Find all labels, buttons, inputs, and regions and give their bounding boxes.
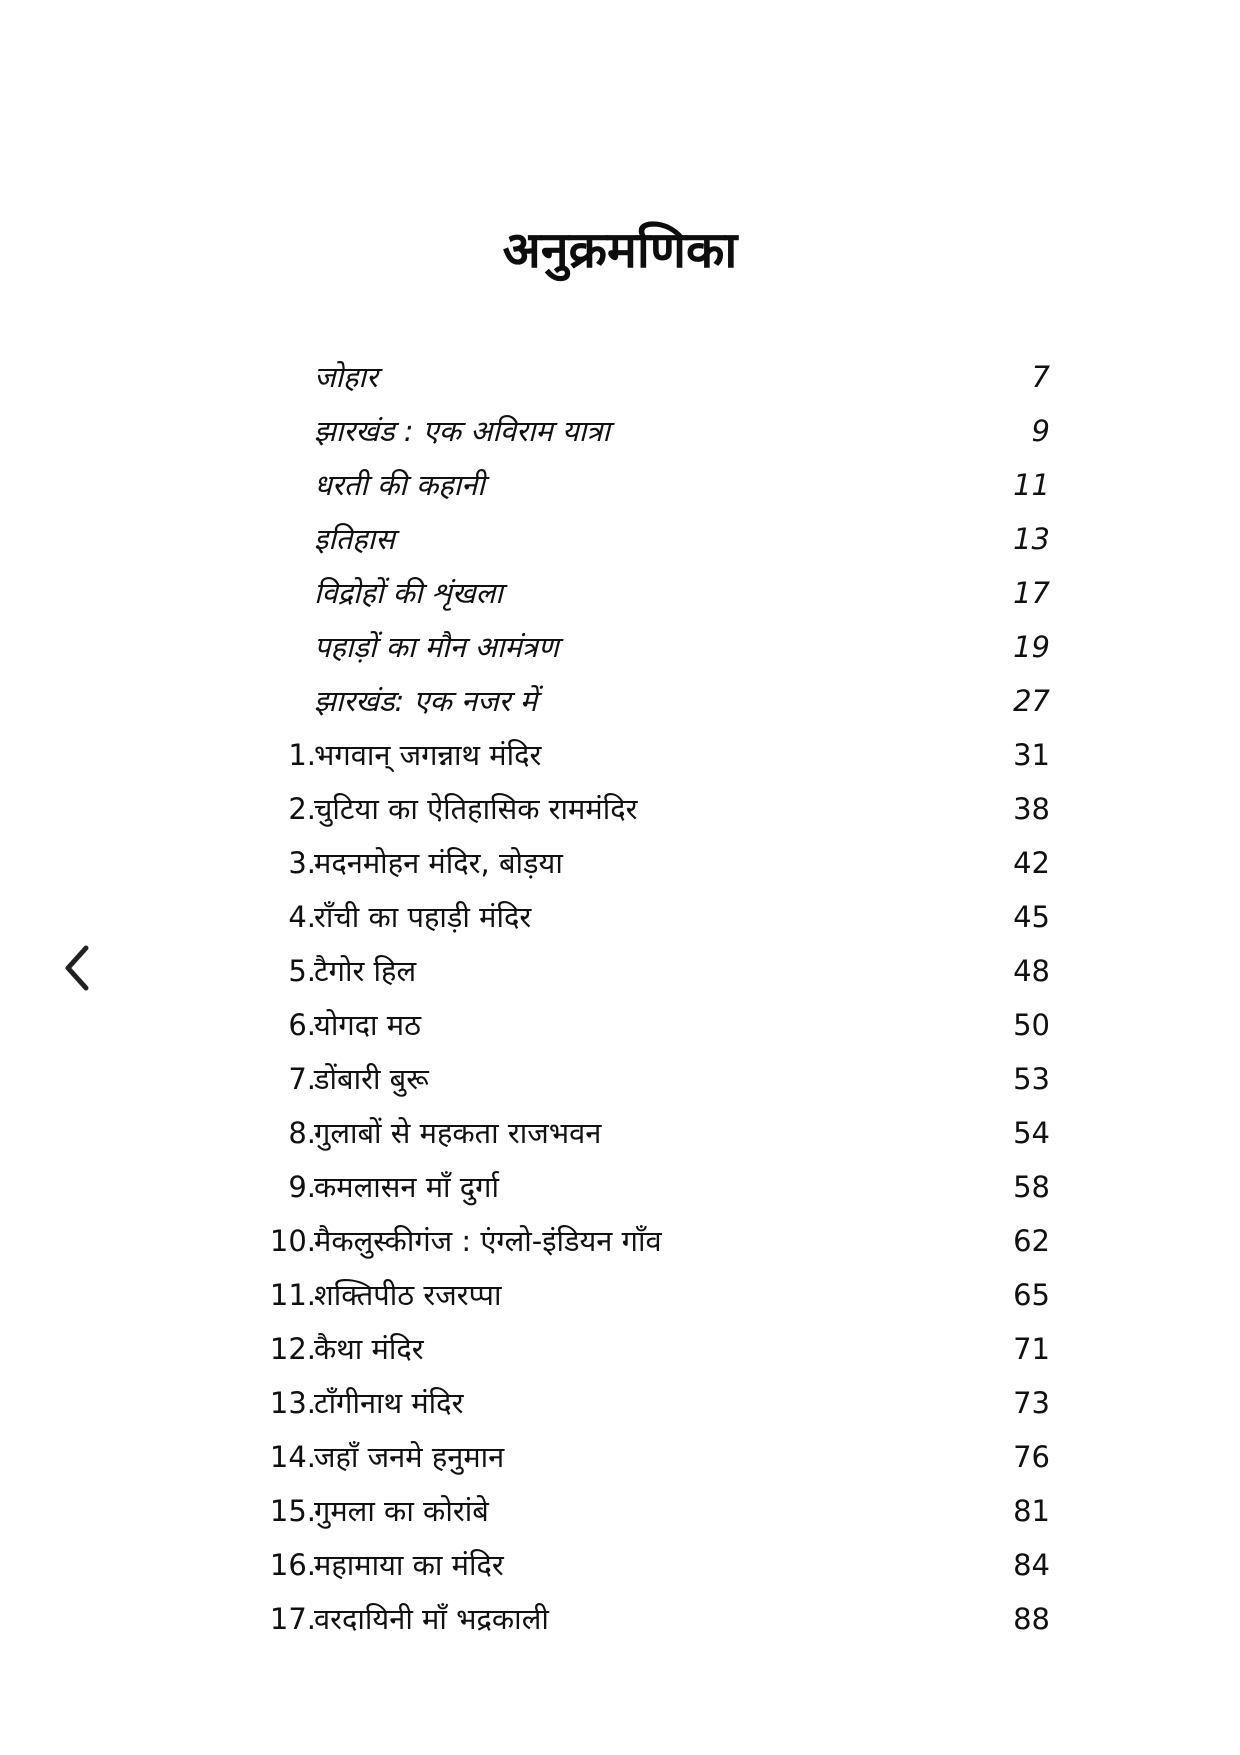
entry-number: 5. — [288, 954, 316, 988]
entry-number: 3. — [288, 846, 316, 880]
entry-number: 1. — [288, 738, 316, 772]
entry-number: 6. — [288, 1008, 316, 1042]
toc-entry[interactable] — [200, 404, 1060, 458]
entry-title: जोहार — [314, 360, 378, 394]
entry-number: 17. — [269, 1602, 316, 1636]
entry-page-number: 9 — [1031, 414, 1050, 448]
entry-number: 12. — [269, 1332, 316, 1366]
entry-page-number: 50 — [1013, 1008, 1050, 1042]
toc-entry[interactable] — [200, 1160, 1060, 1214]
entry-number: 4. — [288, 900, 316, 934]
entry-title: विद्रोहों की शृंखला — [314, 576, 503, 610]
entry-page-number: 65 — [1013, 1278, 1050, 1312]
entry-number: 16. — [269, 1548, 316, 1582]
toc-entry[interactable] — [200, 1322, 1060, 1376]
entry-title: मैकलुस्कीगंज : एंग्लो-इंडियन गाँव — [314, 1224, 662, 1258]
toc-entry[interactable] — [200, 350, 1060, 404]
toc-entry[interactable] — [200, 836, 1060, 890]
entry-page-number: 27 — [1013, 684, 1050, 718]
entry-page-number: 13 — [1013, 522, 1050, 556]
entry-title: कमलासन माँ दुर्गा — [314, 1170, 500, 1204]
entry-page-number: 73 — [1013, 1386, 1050, 1420]
entry-page-number: 19 — [1013, 630, 1050, 664]
toc-entry[interactable] — [200, 566, 1060, 620]
entry-page-number: 42 — [1013, 846, 1050, 880]
toc-entry[interactable] — [200, 1430, 1060, 1484]
entry-page-number: 48 — [1013, 954, 1050, 988]
entry-title: गुमला का कोरांबे — [314, 1494, 489, 1528]
entry-title: झारखंड : एक अविराम यात्रा — [314, 414, 610, 448]
entry-number: 10. — [269, 1224, 316, 1258]
toc-entry[interactable] — [200, 944, 1060, 998]
toc-entry[interactable] — [200, 1484, 1060, 1538]
toc-entry[interactable] — [200, 782, 1060, 836]
entry-title: कैथा मंदिर — [314, 1332, 424, 1366]
entry-number: 8. — [288, 1116, 316, 1150]
entry-title: महामाया का मंदिर — [314, 1548, 504, 1582]
table-of-contents — [200, 350, 1060, 1646]
entry-number: 7. — [288, 1062, 316, 1096]
entry-page-number: 84 — [1013, 1548, 1050, 1582]
entry-page-number: 71 — [1013, 1332, 1050, 1366]
entry-page-number: 7 — [1031, 360, 1050, 394]
entry-page-number: 31 — [1013, 738, 1050, 772]
entry-title: भगवान् जगन्नाथ मंदिर — [314, 738, 542, 772]
entry-title: राँची का पहाड़ी मंदिर — [314, 900, 532, 934]
toc-entry[interactable] — [200, 1214, 1060, 1268]
entry-page-number: 45 — [1013, 900, 1050, 934]
toc-entry[interactable] — [200, 620, 1060, 674]
entry-page-number: 62 — [1013, 1224, 1050, 1258]
entry-title: धरती की कहानी — [314, 468, 485, 502]
entry-title: गुलाबों से महकता राजभवन — [314, 1116, 602, 1150]
entry-page-number: 76 — [1013, 1440, 1050, 1474]
entry-title: चुटिया का ऐतिहासिक राममंदिर — [314, 792, 638, 826]
entry-page-number: 11 — [1013, 468, 1050, 502]
entry-page-number: 53 — [1013, 1062, 1050, 1096]
entry-number: 2. — [288, 792, 316, 826]
entry-title: वरदायिनी माँ भद्रकाली — [314, 1602, 549, 1636]
toc-entry[interactable] — [200, 1592, 1060, 1646]
entry-title: मदनमोहन मंदिर, बोड़या — [314, 846, 563, 880]
toc-entry[interactable] — [200, 1268, 1060, 1322]
toc-entry[interactable] — [200, 1052, 1060, 1106]
toc-entry[interactable] — [200, 512, 1060, 566]
page-title: अनुक्रमणिका — [502, 221, 738, 279]
entry-title: जहाँ जनमे हनुमान — [314, 1440, 505, 1474]
entry-page-number: 54 — [1013, 1116, 1050, 1150]
entry-title: टैगोर हिल — [314, 954, 417, 988]
toc-entry[interactable] — [200, 674, 1060, 728]
toc-entry[interactable] — [200, 1538, 1060, 1592]
entry-title: झारखंड: एक नजर में — [314, 684, 538, 718]
toc-entry[interactable] — [200, 998, 1060, 1052]
entry-page-number: 38 — [1013, 792, 1050, 826]
entry-title: पहाड़ों का मौन आमंत्रण — [314, 630, 559, 664]
entry-page-number: 88 — [1013, 1602, 1050, 1636]
toc-entry[interactable] — [200, 728, 1060, 782]
toc-entry[interactable] — [200, 1376, 1060, 1430]
entry-title: इतिहास — [314, 522, 395, 556]
entry-title: शक्तिपीठ रजरप्पा — [314, 1278, 502, 1312]
entry-title: टाँगीनाथ मंदिर — [314, 1386, 464, 1420]
toc-entry[interactable] — [200, 458, 1060, 512]
entry-number: 9. — [288, 1170, 316, 1204]
entry-number: 14. — [269, 1440, 316, 1474]
toc-entry[interactable] — [200, 890, 1060, 944]
entry-title: डोंबारी बुरू — [314, 1062, 429, 1096]
entry-page-number: 81 — [1013, 1494, 1050, 1528]
entry-number: 11. — [269, 1278, 316, 1312]
entry-title: योगदा मठ — [314, 1008, 421, 1042]
toc-entry[interactable] — [200, 1106, 1060, 1160]
entry-number: 15. — [269, 1494, 316, 1528]
entry-number: 13. — [269, 1386, 316, 1420]
entry-page-number: 58 — [1013, 1170, 1050, 1204]
chevron-left-icon[interactable] — [58, 940, 98, 996]
entry-page-number: 17 — [1013, 576, 1050, 610]
